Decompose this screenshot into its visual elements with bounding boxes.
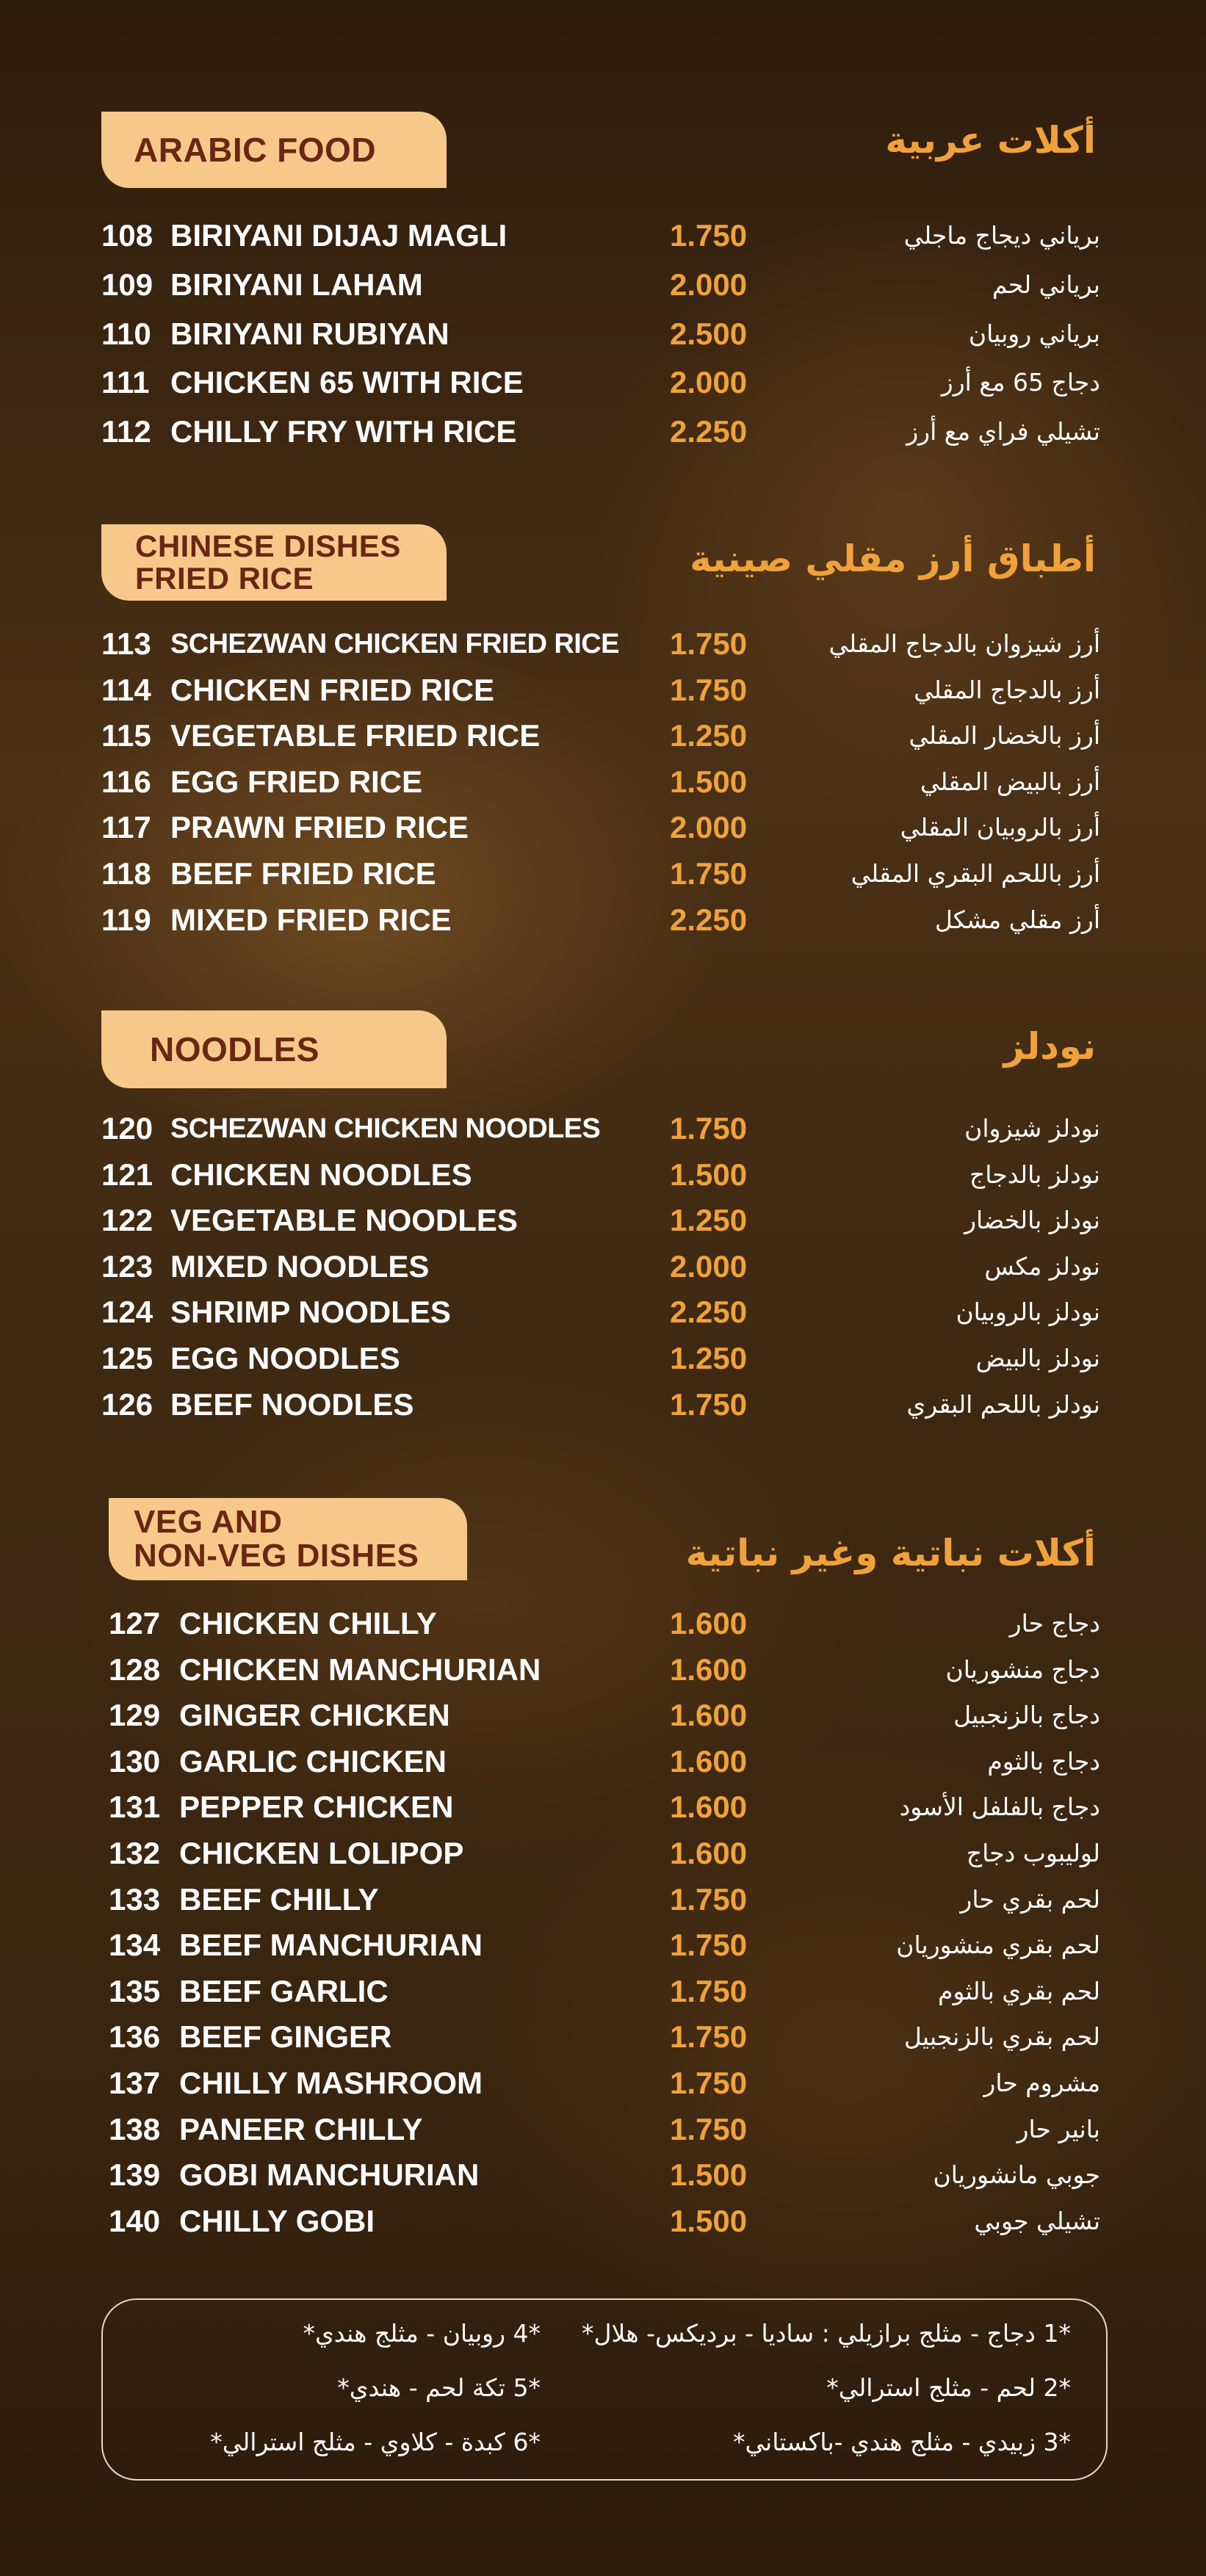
- item-name-ar: دجاج منشوريان: [945, 1654, 1100, 1684]
- item-name: PANEER CHILLY: [179, 2111, 423, 2146]
- menu-item-row: [0, 262, 1206, 308]
- item-name: EGG NOODLES: [170, 1341, 400, 1375]
- menu-item-row: [0, 1877, 1206, 1922]
- item-price: 1.750: [670, 626, 748, 661]
- menu-item-row: [0, 667, 1206, 713]
- section-title-pill: [109, 1498, 467, 1580]
- section-title-en: CHINESE DISHES: [135, 529, 401, 563]
- item-name-ar: لحم بقري منشوريان: [896, 1931, 1100, 1960]
- item-number: 138: [109, 2111, 161, 2146]
- notes-box: [101, 2298, 1108, 2481]
- item-number: 140: [109, 2203, 161, 2238]
- section-title-en: ARABIC FOOD: [134, 131, 377, 169]
- item-name-ar: لحم بقري بالثوم: [938, 1976, 1100, 2005]
- menu-item-row: [0, 1969, 1206, 2014]
- menu-item-row: [0, 1601, 1206, 1646]
- item-name: CHICKEN CHILLY: [179, 1606, 437, 1640]
- item-price: 2.250: [670, 1295, 748, 1330]
- item-name: PRAWN FRIED RICE: [170, 810, 469, 845]
- item-number: 132: [109, 1836, 161, 1870]
- item-number: 135: [109, 1973, 161, 2008]
- menu-item-row: [0, 360, 1206, 405]
- note-1: *1 دجاج - مثلج برازيلي : ساديا - برديكس- هلال*: [582, 2319, 1071, 2348]
- item-number: 127: [109, 1606, 161, 1640]
- item-name: SCHEZWAN CHICKEN FRIED RICE: [170, 629, 619, 659]
- item-name-ar: دجاج 65 مع أرز: [941, 368, 1100, 397]
- item-number: 123: [101, 1248, 154, 1284]
- item-number: 124: [101, 1295, 154, 1330]
- menu-item-row: [0, 1336, 1206, 1381]
- item-number: 118: [101, 856, 151, 891]
- note-4: *4 روبيان - مثلج هندي*: [303, 2319, 541, 2348]
- item-price: 1.500: [670, 764, 748, 799]
- item-name-ar: دجاج بالفلفل الأسود: [899, 1792, 1100, 1822]
- note-2: *2 لحم - مثلج استرالي*: [826, 2373, 1071, 2402]
- section-title-ar: أطباق أرز مقلي صينية: [690, 538, 1096, 580]
- item-name: PEPPER CHICKEN: [179, 1790, 454, 1825]
- menu-item-row: [0, 1289, 1206, 1335]
- menu-item-row: [0, 409, 1206, 455]
- menu-item-row: [0, 1382, 1206, 1428]
- item-number: 109: [101, 267, 154, 302]
- section-title-en: FRIED RICE: [135, 561, 314, 596]
- item-price: 1.750: [670, 1973, 748, 2008]
- item-number: 133: [109, 1881, 161, 1917]
- item-number: 139: [109, 2157, 161, 2193]
- item-name-ar: أرز بالروبيان المقلي: [900, 813, 1100, 842]
- item-name-ar: لوليبوب دجاج: [966, 1839, 1100, 1867]
- menu-item-row: [0, 805, 1206, 850]
- menu-item-row: [0, 1198, 1206, 1243]
- item-name: BEEF FRIED RICE: [170, 856, 436, 891]
- menu-item-row: [0, 1152, 1206, 1198]
- section-title-ar: أكلات نباتية وغير نباتية: [685, 1532, 1096, 1574]
- item-price: 1.750: [670, 1111, 748, 1146]
- item-price: 1.500: [670, 2157, 748, 2193]
- item-number: 126: [101, 1386, 154, 1422]
- item-name-ar: نودلز شيزوان: [964, 1114, 1100, 1143]
- item-price: 1.750: [670, 2019, 748, 2055]
- menu-item-row: [0, 621, 1206, 667]
- item-name: VEGETABLE NOODLES: [170, 1203, 518, 1238]
- section-title-pill: [101, 524, 447, 601]
- item-price: 1.750: [670, 2066, 748, 2100]
- item-name-ar: نودلز بالبيض: [975, 1344, 1100, 1372]
- item-number: 128: [109, 1651, 161, 1687]
- section-title-en: VEG AND: [134, 1504, 283, 1540]
- item-name-ar: أرز بالدجاج المقلي: [914, 675, 1100, 704]
- menu-item-row: [0, 2199, 1206, 2244]
- item-price: 1.750: [670, 218, 748, 253]
- menu-item-row: [0, 713, 1206, 759]
- section-title-pill: [101, 112, 447, 188]
- menu-item-row: [0, 1784, 1206, 1830]
- item-name-ar: أرز بالبيض المقلي: [920, 767, 1100, 796]
- note-3: *3 زبيدي - مثلج هندي -باكستاني*: [733, 2428, 1071, 2456]
- item-name: CHICKEN 65 WITH RICE: [170, 365, 524, 400]
- menu-item-row: [0, 311, 1206, 357]
- item-price: 2.250: [670, 414, 748, 449]
- menu-item-row: [0, 1244, 1206, 1289]
- item-number: 130: [109, 1743, 161, 1779]
- item-number: 117: [101, 810, 151, 845]
- item-number: 125: [101, 1341, 154, 1375]
- item-price: 1.600: [670, 1651, 748, 1687]
- item-number: 114: [101, 672, 151, 707]
- section-title-ar: أكلات عربية: [885, 119, 1096, 162]
- item-number: 110: [101, 316, 151, 351]
- item-price: 2.500: [670, 316, 748, 351]
- menu-item-row: [0, 1739, 1206, 1784]
- item-price: 1.600: [670, 1606, 748, 1640]
- item-number: 120: [101, 1111, 154, 1146]
- item-number: 131: [109, 1790, 161, 1825]
- item-name-ar: مشروم حار: [983, 2069, 1100, 2097]
- item-number: 108: [101, 218, 154, 253]
- item-price: 2.000: [670, 365, 748, 400]
- item-price: 1.500: [670, 1157, 748, 1192]
- item-name: GINGER CHICKEN: [179, 1698, 450, 1733]
- item-name: CHICKEN LOLIPOP: [179, 1836, 464, 1870]
- item-name-ar: جوبي مانشوريان: [933, 2160, 1100, 2190]
- item-name-ar: نودلز باللحم البقري: [906, 1389, 1100, 1419]
- menu-item-row: [0, 1106, 1206, 1151]
- section-title-en: NON-VEG DISHES: [134, 1538, 419, 1574]
- item-name: GOBI MANCHURIAN: [179, 2157, 480, 2193]
- item-number: 119: [101, 902, 151, 937]
- item-name: GARLIC CHICKEN: [179, 1743, 447, 1779]
- item-price: 1.600: [670, 1743, 748, 1779]
- menu-item-row: [0, 759, 1206, 805]
- menu-item-row: [0, 851, 1206, 897]
- item-name-ar: تشيلي فراي مع أرز: [906, 417, 1100, 446]
- item-name: CHILLY MASHROOM: [179, 2066, 483, 2100]
- item-number: 136: [109, 2019, 161, 2055]
- item-name-ar: برياني روبيان: [968, 319, 1100, 348]
- item-number: 112: [101, 414, 151, 449]
- item-name-ar: أرز مقلي مشكل: [934, 905, 1100, 934]
- item-name-ar: أرز شيزوان بالدجاج المقلي: [828, 629, 1100, 658]
- item-name-ar: لحم بقري حار: [960, 1884, 1100, 1914]
- item-name: SCHEZWAN CHICKEN NOODLES: [170, 1113, 601, 1144]
- menu-item-row: [0, 897, 1206, 943]
- item-name: BEEF GARLIC: [179, 1973, 389, 2008]
- item-price: 1.250: [670, 1203, 748, 1238]
- item-price: 1.750: [670, 1386, 748, 1422]
- item-number: 121: [101, 1157, 154, 1192]
- item-name-ar: نودلز بالخضار: [964, 1206, 1100, 1235]
- item-name: VEGETABLE FRIED RICE: [170, 718, 541, 753]
- item-name: CHICKEN MANCHURIAN: [179, 1651, 541, 1687]
- item-name: SHRIMP NOODLES: [170, 1295, 451, 1330]
- item-price: 1.750: [670, 1928, 748, 1963]
- item-name: BEEF NOODLES: [170, 1386, 414, 1422]
- section-title-ar: نودلز: [1003, 1025, 1096, 1068]
- item-price: 1.750: [670, 672, 748, 707]
- item-name: BIRIYANI LAHAM: [170, 267, 423, 302]
- item-name-ar: أرز باللحم البقري المقلي: [851, 859, 1100, 888]
- item-name: MIXED NOODLES: [170, 1248, 430, 1284]
- item-price: 2.250: [670, 902, 748, 937]
- item-price: 1.600: [670, 1836, 748, 1870]
- item-number: 113: [101, 626, 151, 661]
- item-number: 122: [101, 1203, 154, 1238]
- item-name: CHICKEN FRIED RICE: [170, 672, 495, 707]
- item-number: 111: [101, 365, 150, 400]
- item-price: 2.000: [670, 267, 748, 302]
- menu-item-row: [0, 2061, 1206, 2106]
- item-number: 129: [109, 1698, 161, 1733]
- menu-item-row: [0, 1922, 1206, 1968]
- menu-item-row: [0, 2107, 1206, 2152]
- item-price: 1.500: [670, 2203, 748, 2238]
- item-name: BEEF MANCHURIAN: [179, 1928, 483, 1963]
- item-price: 1.750: [670, 2111, 748, 2146]
- item-name: BEEF CHILLY: [179, 1881, 379, 1917]
- item-name: EGG FRIED RICE: [170, 764, 423, 799]
- menu-item-row: [0, 213, 1206, 258]
- menu-item-row: [0, 1647, 1206, 1693]
- item-number: 116: [101, 764, 151, 799]
- item-name-ar: تشيلي جوبي: [974, 2206, 1100, 2235]
- item-name: MIXED FRIED RICE: [170, 902, 452, 937]
- item-name-ar: دجاج بالثوم: [987, 1746, 1100, 1776]
- section-title-en: NOODLES: [150, 1030, 319, 1068]
- section-title-pill: [101, 1010, 447, 1088]
- item-name-ar: نودلز بالدجاج: [969, 1159, 1100, 1189]
- item-price: 1.250: [670, 1341, 748, 1375]
- item-name-ar: نودلز مكس: [984, 1251, 1100, 1281]
- item-name-ar: برياني ديجاج ماجلي: [903, 221, 1100, 250]
- item-price: 2.000: [670, 810, 748, 845]
- item-name-ar: دجاج حار: [1009, 1609, 1100, 1638]
- item-price: 1.250: [670, 718, 748, 753]
- item-name: BEEF GINGER: [179, 2019, 392, 2055]
- item-name-ar: أرز بالخضار المقلي: [909, 721, 1100, 750]
- item-name: BIRIYANI RUBIYAN: [170, 316, 449, 351]
- item-number: 137: [109, 2066, 161, 2100]
- menu-item-row: [0, 2014, 1206, 2060]
- item-name-ar: دجاج بالزنجبيل: [953, 1701, 1100, 1730]
- item-number: 134: [109, 1928, 161, 1963]
- item-name-ar: نودلز بالروبيان: [956, 1298, 1100, 1327]
- item-price: 1.750: [670, 1881, 748, 1917]
- item-price: 1.600: [670, 1698, 748, 1733]
- item-price: 2.000: [670, 1248, 748, 1284]
- note-5: *5 تكة لحم - هندي*: [337, 2373, 541, 2402]
- item-number: 115: [101, 718, 151, 753]
- item-name-ar: برياني لحم: [992, 269, 1100, 299]
- item-name-ar: بانير حار: [1017, 2114, 1100, 2143]
- item-name: CHILLY FRY WITH RICE: [170, 414, 517, 449]
- menu-item-row: [0, 1693, 1206, 1738]
- item-name: CHICKEN NOODLES: [170, 1157, 472, 1192]
- menu-item-row: [0, 2152, 1206, 2198]
- item-name-ar: لحم بقري بالزنجبيل: [903, 2022, 1100, 2052]
- item-price: 1.600: [670, 1790, 748, 1825]
- menu-item-row: [0, 1831, 1206, 1876]
- note-6: *6 كبدة - كلاوي - مثلج استرالي*: [210, 2428, 541, 2456]
- item-name: BIRIYANI DIJAJ MAGLI: [170, 218, 508, 253]
- item-name: CHILLY GOBI: [179, 2203, 375, 2238]
- item-price: 1.750: [670, 856, 748, 891]
